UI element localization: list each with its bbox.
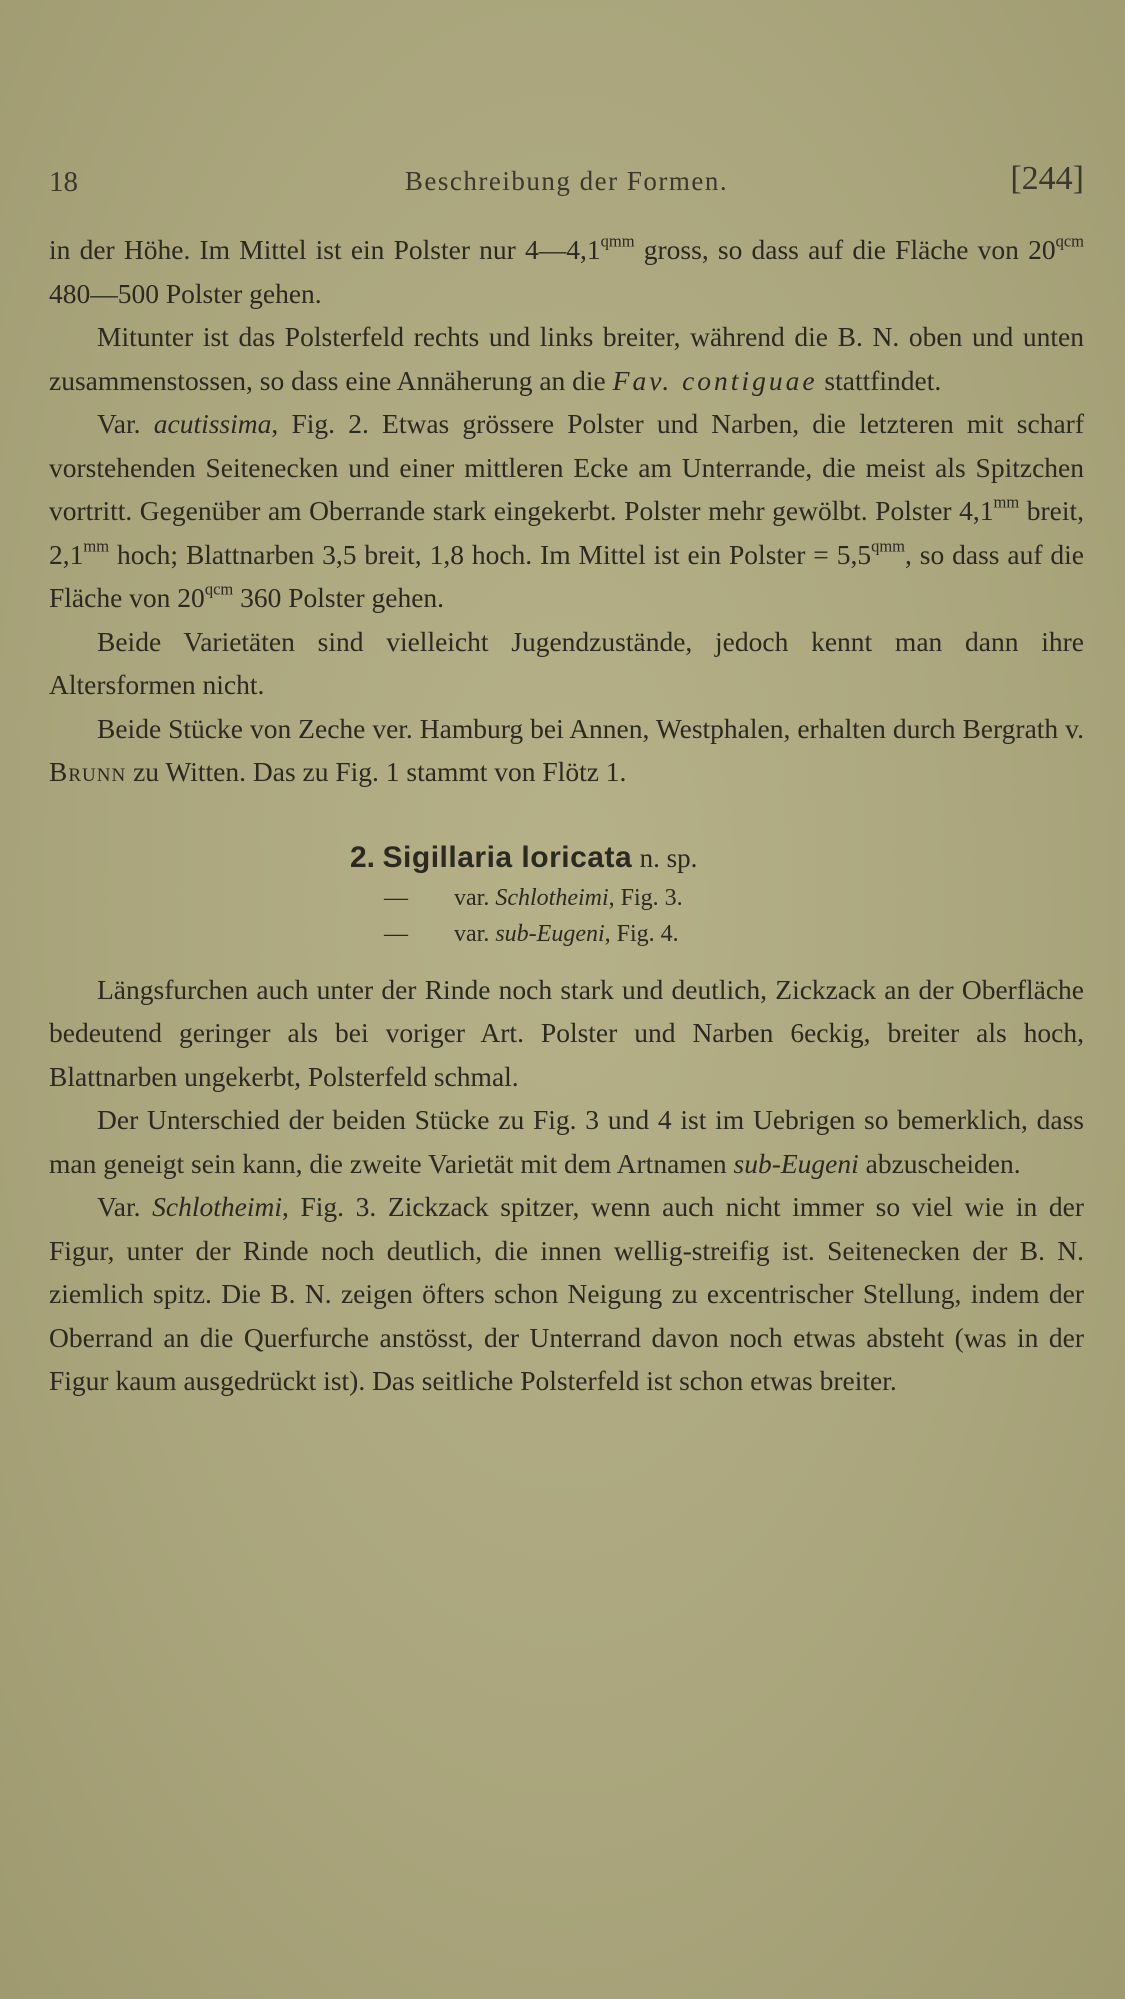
species-name: Sigillaria loricata [382, 840, 633, 874]
species-heading [350, 836, 1084, 880]
bracket-page-number: [244] [1010, 160, 1084, 197]
variety-line-2 [350, 916, 1084, 952]
italic-variety-name: Schlotheimi [152, 1191, 282, 1222]
text-span: , so dass auf die Fläche von 20 [49, 538, 1084, 613]
dash: — [384, 920, 408, 947]
variety-line-1 [350, 880, 1084, 916]
text-span: , Fig. 2. Etwas grössere Polster und Narben, die letzteren mit scharf vorstehenden Seitenecken und einer mittleren Ecke am Unterrande, die meist als Spitzchen vortritt. Gegenüber am Oberrande stark eingekerbt. Polster mehr gewölbt. Polster 4,1 [49, 408, 1084, 526]
unit-superscript: qcm [204, 579, 234, 599]
running-title: Beschreibung der Formen. [404, 166, 729, 196]
text-span: Mitunter ist das Polsterfeld rechts und links breiter, während die B. N. oben und unten zusammenstossen, so dass eine Annäherung an die [49, 321, 1084, 396]
text-span: Var. [97, 1191, 153, 1222]
page-header [49, 160, 1084, 208]
paragraph-6: Längsfurchen auch unter der Rinde noch stark und deutlich, Zickzack an der Oberfläche bedeutend geringer als bei voriger Art. Polster und Narben 6eckig, breiter als hoch, Blattnarben ungekerbt, Polsterfeld schmal. [49, 973, 1084, 1092]
text-span: 360 Polster gehen. [233, 582, 445, 613]
italic-variety-name: sub-Eugeni [733, 1147, 859, 1179]
species-suffix: n. sp. [639, 842, 698, 873]
text-span: gross, so dass auf die Fläche von 20 [634, 234, 1056, 265]
paragraph-7 [49, 1098, 1084, 1185]
paragraph-8 [49, 1185, 1084, 1403]
dash: — [384, 884, 408, 911]
text-span: in der Höhe. Im Mittel ist ein Polster nur 4—4,1 [49, 234, 601, 265]
figure-ref: , Fig. 3. [608, 884, 683, 911]
paragraph-4: Beide Varietäten sind vielleicht Jugendzustände, jedoch kennt man dann ihre Altersformen nicht. [49, 625, 1084, 700]
text-span: hoch; Blattnarben 3,5 breit, 1,8 hoch. Im Mittel ist ein Polster = 5,5 [109, 538, 872, 570]
italic-variety-name: acutissima [153, 408, 272, 439]
text-span: stattfindet. [817, 364, 942, 396]
paragraph-1 [49, 228, 1084, 315]
unit-superscript: qmm [871, 536, 905, 556]
spaced-italic-name: Fav. contiguae [612, 364, 818, 396]
text-span: zu Witten. Das zu Fig. 1 stammt von Flötz 1. [126, 756, 627, 787]
species-heading-block [49, 836, 1084, 952]
text-span: var. [454, 920, 496, 947]
text-span: var. [454, 884, 496, 911]
unit-superscript: qcm [1055, 231, 1085, 251]
unit-superscript: mm [993, 492, 1020, 512]
figure-ref: , Fig. 4. [604, 920, 679, 947]
text-span: Der Unterschied der beiden Stücke zu Fig. 3 und 4 ist im Uebrigen so bemerklich, dass man geneigt sein kann, die zweite Varietät mit dem Artnamen [49, 1104, 1084, 1179]
species-number: 2. [350, 840, 376, 874]
paragraph-5 [49, 707, 1084, 794]
unit-superscript: mm [83, 536, 110, 556]
text-span: Beide Stücke von Zeche ver. Hamburg bei Annen, Westphalen, erhalten durch Bergrath v. [97, 712, 1084, 744]
text-span: Var. [97, 408, 154, 439]
unit-superscript: qmm [600, 231, 635, 251]
page-number: 18 [49, 166, 78, 198]
text-span: breit, 2,1 [49, 495, 1084, 570]
text-span: , Fig. 3. Zickzack spitzer, wenn auch nicht immer so viel wie in der Figur, unter der Rinde noch deutlich, die innen wellig-streifig ist. Seitenecken der B. N. ziemlich spitz. Die B. N. zeigen öfters schon Neigung zu excentrischer Stellung, indem der Oberrand an die Querfurche anstösst, der Unterrand davon noch etwas absteht (was in der Figur kaum ausgedrückt ist). Das seitliche Polsterfeld ist schon etwas breiter. [49, 1191, 1084, 1396]
paragraph-3 [49, 402, 1084, 620]
paragraph-2 [49, 315, 1084, 402]
small-caps-name: Brunn [49, 756, 127, 787]
text-span: 480—500 Polster gehen. [49, 277, 322, 309]
variety-name: sub-Eugeni [495, 920, 605, 947]
body-text [49, 228, 1084, 1403]
text-span: abzuscheiden. [858, 1147, 1021, 1179]
variety-name: Schlotheimi [495, 884, 609, 911]
